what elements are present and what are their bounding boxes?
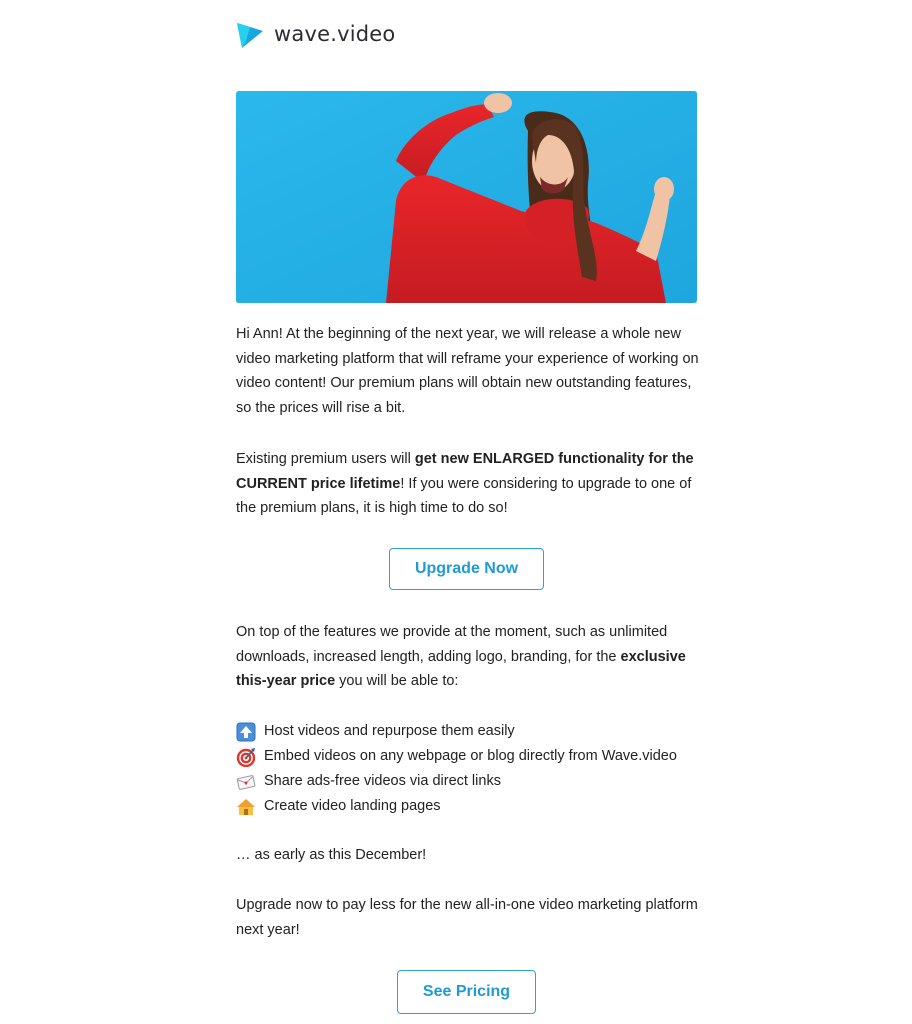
brand-name: wave.video	[274, 22, 396, 46]
up-arrow-icon	[236, 722, 256, 742]
early-note: … as early as this December!	[236, 847, 427, 863]
feature-text: Create video landing pages	[264, 798, 441, 815]
features-intro-paragraph	[236, 620, 706, 694]
see-pricing-button[interactable]: See Pricing	[397, 970, 536, 1014]
feature-item-landing	[236, 794, 706, 819]
offer-text-end: ! If you were considering to upgrade to one of the premium plans, it is high time to do so!	[236, 475, 692, 516]
features-intro-highlight: exclusive this-year price	[236, 648, 686, 689]
feature-item-host	[236, 719, 706, 744]
feature-item-embed	[236, 744, 706, 769]
target-icon	[236, 747, 256, 767]
feature-list	[236, 719, 706, 819]
intro-paragraph: Hi Ann! At the beginning of the next year, we will release a whole new video marketing platform that will reframe your experience of working on video content! Our premium plans will obtain new outstanding features, so the prices will rise a bit.	[236, 326, 699, 416]
upgrade-now-button[interactable]: Upgrade Now	[389, 548, 544, 590]
feature-text: Share ads-free videos via direct links	[264, 773, 501, 790]
hero-image	[236, 91, 697, 303]
house-icon	[236, 797, 256, 817]
features-intro-end: you will be able to:	[335, 673, 459, 689]
love-letter-icon	[236, 772, 256, 792]
feature-text: Embed videos on any webpage or blog directly from Wave.video	[264, 748, 677, 765]
brand-logo[interactable]	[236, 19, 395, 49]
offer-text-start: Existing premium users will	[236, 451, 415, 467]
offer-highlight: get new ENLARGED functionality for the CURRENT price lifetime	[236, 451, 694, 492]
closing-paragraph: Upgrade now to pay less for the new all-in-one video marketing platform next year!	[236, 897, 698, 938]
feature-text: Host videos and repurpose them easily	[264, 723, 515, 740]
offer-paragraph	[236, 447, 706, 521]
features-intro-start: On top of the features we provide at the moment, such as unlimited downloads, increased length, adding logo, branding, for the	[236, 624, 668, 665]
feature-item-share	[236, 769, 706, 794]
wave-video-logo-icon	[236, 19, 264, 49]
